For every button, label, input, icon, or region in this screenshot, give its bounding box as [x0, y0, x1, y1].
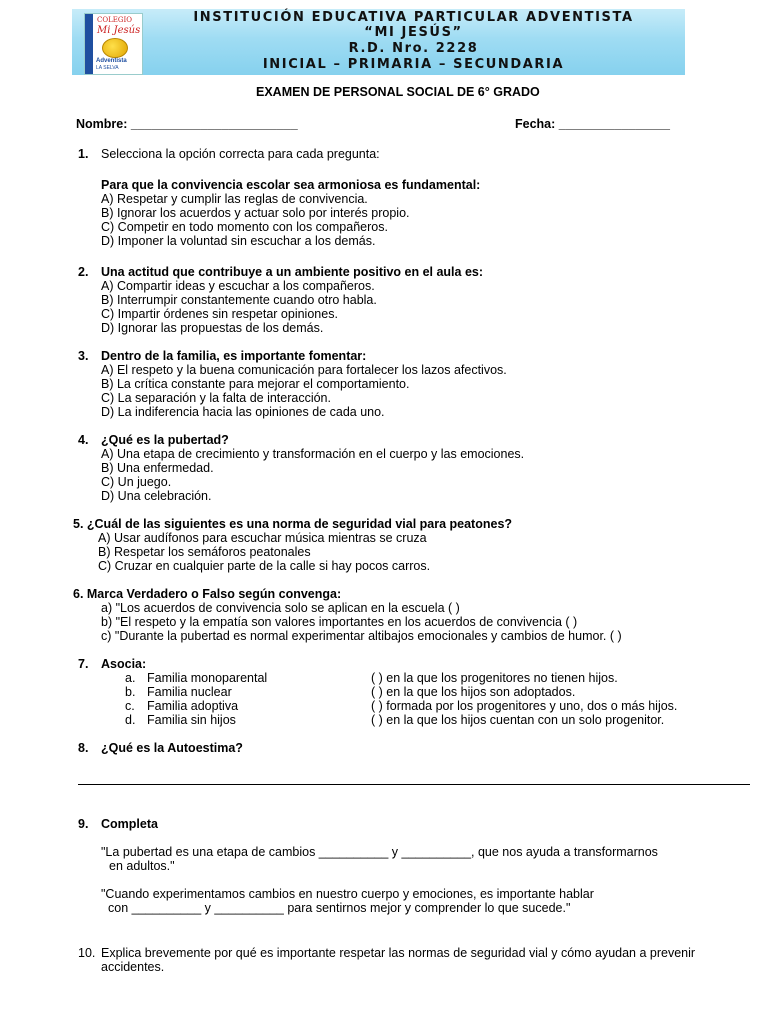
school-header-banner — [72, 9, 685, 75]
q5-option-c: C) Cruzar en cualquier parte de la calle si hay pocos carros. — [98, 559, 431, 573]
q9-sentence-1a: "La pubertad es una etapa de cambios __________ y __________, que nos ayuda a transformarnos — [101, 845, 658, 859]
q3-stem: Dentro de la familia, es importante fomentar: — [101, 349, 367, 363]
q7-number: 7. — [78, 657, 89, 671]
q1-instruction: Selecciona la opción correcta para cada pregunta: — [101, 147, 380, 161]
logo-name-text: Mi Jesús — [97, 25, 141, 36]
q7-left-item-c: Familia adoptiva — [147, 699, 239, 713]
q3-option-c: C) La separación y la falta de interacción. — [101, 391, 331, 405]
q1-option-b: B) Ignorar los acuerdos y actuar solo por interés propio. — [101, 206, 410, 220]
date-field[interactable]: Fecha: ________________ — [515, 117, 670, 131]
q7-right-item-1: ( ) en la que los progenitores no tienen hijos. — [371, 671, 618, 685]
q3-option-a: A) El respeto y la buena comunicación para fortalecer los lazos afectivos. — [101, 363, 507, 377]
q10-number: 10. — [78, 946, 96, 960]
q5-option-b: B) Respetar los semáforos peatonales — [98, 545, 311, 559]
q8-number: 8. — [78, 741, 89, 755]
q2-option-d: D) Ignorar las propuestas de los demás. — [101, 321, 324, 335]
q1-option-a: A) Respetar y cumplir las reglas de convivencia. — [101, 192, 368, 206]
logo-top-text: COLEGIO — [97, 16, 132, 24]
exam-title: EXAMEN DE PERSONAL SOCIAL DE 6° GRADO — [256, 85, 540, 99]
q7-left-item-d: Familia sin hijos — [147, 713, 236, 727]
name-field[interactable]: Nombre: ________________________ — [76, 117, 298, 131]
q9-sentence-2a: "Cuando experimentamos cambios en nuestro cuerpo y emociones, es importante hablar — [101, 887, 594, 901]
q2-option-b: B) Interrumpir constantemente cuando otro habla. — [101, 293, 377, 307]
q2-option-c: C) Impartir órdenes sin respetar opiniones. — [101, 307, 338, 321]
q10-line-2: accidentes. — [101, 960, 165, 974]
q6-statement-c: c) "Durante la pubertad es normal experimentar altibajos emocionales y cambios de humor. ( ) — [101, 629, 622, 643]
q9-sentence-2b: con __________ y __________ para sentirnos mejor y comprender lo que sucede." — [108, 901, 571, 915]
q6-statement-b: b) "El respeto y la empatía son valores importantes en los acuerdos de convivencia ( ) — [101, 615, 578, 629]
q9-sentence-1b: en adultos." — [109, 859, 175, 873]
q2-stem: Una actitud que contribuye a un ambiente positivo en el aula es: — [101, 265, 484, 279]
q1-option-c: C) Competir en todo momento con los compañeros. — [101, 220, 388, 234]
q7-left-item-a: Familia monoparental — [147, 671, 268, 685]
q7-right-item-2: ( ) en la que los hijos son adoptados. — [371, 685, 576, 699]
q4-option-b: B) Una enfermedad. — [101, 461, 214, 475]
q5-stem: 5. ¿Cuál de las siguientes es una norma de seguridad vial para peatones? — [73, 517, 513, 531]
q8-stem: ¿Qué es la Autoestima? — [101, 741, 243, 755]
q1-stem: Para que la convivencia escolar sea armoniosa es fundamental: — [101, 178, 481, 192]
q6-statement-a: a) "Los acuerdos de convivencia solo se aplican en la escuela ( ) — [101, 601, 460, 615]
q4-stem: ¿Qué es la pubertad? — [101, 433, 229, 447]
q7-left-letter-b: b. — [125, 685, 136, 699]
q7-left-letter-d: d. — [125, 713, 136, 727]
q4-option-a: A) Una etapa de crecimiento y transformación en el cuerpo y las emociones. — [101, 447, 525, 461]
q5-option-a: A) Usar audífonos para escuchar música mientras se cruza — [98, 531, 427, 545]
q7-left-item-b: Familia nuclear — [147, 685, 232, 699]
q2-option-a: A) Compartir ideas y escuchar a los compañeros. — [101, 279, 375, 293]
q7-stem: Asocia: — [101, 657, 147, 671]
q3-option-d: D) La indiferencia hacia las opiniones de cada uno. — [101, 405, 385, 419]
q8-answer-line[interactable] — [78, 784, 750, 785]
q3-option-b: B) La crítica constante para mejorar el comportamiento. — [101, 377, 410, 391]
q7-left-letter-c: c. — [125, 699, 135, 713]
q9-stem: Completa — [101, 817, 158, 831]
q4-option-c: C) Un juego. — [101, 475, 172, 489]
q9-number: 9. — [78, 817, 89, 831]
q7-right-item-3: ( ) formada por los progenitores y uno, dos o más hijos. — [371, 699, 678, 713]
logo-sub-text: Adventista — [96, 58, 127, 64]
q7-left-letter-a: a. — [125, 671, 136, 685]
q10-line-1: Explica brevemente por qué es importante respetar las normas de seguridad vial y cómo ayudan a prevenir — [101, 946, 696, 960]
q1-number: 1. — [78, 147, 89, 161]
header-line-4: INICIAL – PRIMARIA – SECUNDARIA — [262, 57, 565, 72]
q7-right-item-4: ( ) en la que los hijos cuentan con un solo progenitor. — [371, 713, 665, 727]
header-line-2: “MI JESÚS” — [364, 25, 463, 40]
q2-number: 2. — [78, 265, 89, 279]
q4-number: 4. — [78, 433, 89, 447]
q6-stem: 6. Marca Verdadero o Falso según convenga: — [73, 587, 342, 601]
logo-place-text: LA SELVA — [96, 65, 119, 71]
q1-option-d: D) Imponer la voluntad sin escuchar a los demás. — [101, 234, 376, 248]
header-line-3: R.D. Nro. 2228 — [348, 41, 479, 56]
header-line-1: INSTITUCIÓN EDUCATIVA PARTICULAR ADVENTISTA — [193, 10, 634, 25]
q4-option-d: D) Una celebración. — [101, 489, 212, 503]
q3-number: 3. — [78, 349, 89, 363]
